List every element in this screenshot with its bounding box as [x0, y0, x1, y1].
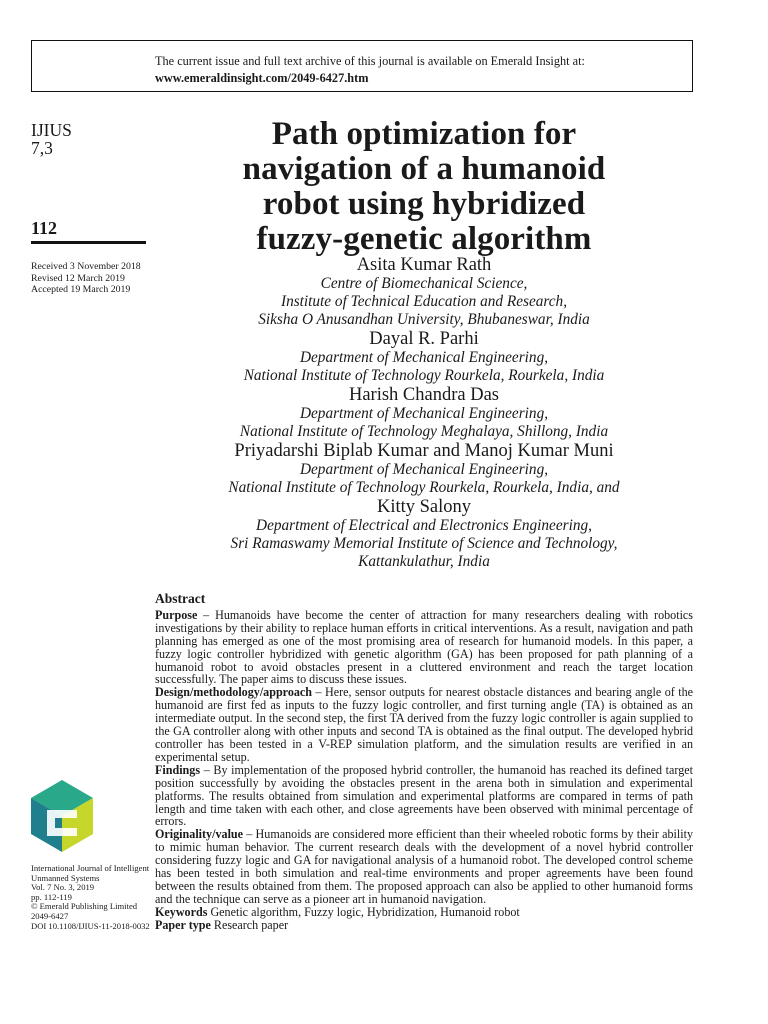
accepted-date: Accepted 19 March 2019	[31, 284, 131, 295]
affiliation-line: National Institute of Technology Rourkela, Rourkela, India, and	[228, 479, 620, 496]
paper-title	[155, 117, 693, 257]
journal-notice-box	[31, 40, 693, 92]
section-text: Genetic algorithm, Fuzzy logic, Hybridization, Humanoid robot	[210, 904, 520, 919]
abstract-purpose	[155, 609, 693, 686]
page-number: 112	[31, 218, 58, 238]
section-text: Humanoids have become the center of attraction for many researchers dealing with robotics investigations by their ability to replace human efforts in critical interventions. As a result, navigation and path planning has emerged as one of the most promising area of research for humanoid models. In this paper, a fuzzy logic controller hybridized with genetic algorithm (GA) has been proposed for path planning of a humanoid robot to avoid obstacles present in a cluttered environment and reach the target location successfully. The paper aims to discuss these issues.	[155, 607, 694, 687]
section-separator: –	[200, 762, 214, 777]
author-name: Harish Chandra Das	[348, 385, 499, 405]
abstract-design	[155, 686, 693, 763]
affiliation-line: Centre of Biomechanical Science,	[320, 275, 528, 292]
section-separator: –	[243, 827, 256, 842]
journal-id	[31, 121, 151, 157]
journal-notice-text: The current issue and full text archive of this journal is available on Emerald Insight at:	[155, 54, 585, 68]
author-name: Kitty Salony	[376, 497, 472, 517]
section-label: Keywords	[155, 904, 208, 919]
section-text: Humanoids are considered more efficient than their wheeled robotic forms by their ability to mimic human behavior. The current research deals with the development of a novel hybrid controller considering fuzzy logic and GA for navigational analysis of a humanoid robot. The developed control scheme has been tested in both simulation and real-time environments and proper agreements have been found between the results obtained from them. The proposed approach can also be applied to other humanoid forms and the technique can serve as a pioneer art in humanoid navigation.	[155, 827, 694, 906]
section-text: By implementation of the proposed hybrid controller, the humanoid has reached its defined target position successfully by avoiding the obstacles present in the arena both in simulation and experimental platforms. The results obtained from simulation and experimental platforms are compared in terms of path length and time taken with each other, and close agreements have been observed with minimal percentage of errors.	[155, 762, 693, 829]
section-text: Here, sensor outputs for nearest obstacle distances and bearing angle of the humanoid are first fed as inputs to the fuzzy logic controller, and first turning angle (TA) is obtained as an intermediate output. In the second step, the first TA derived from the fuzzy logic controller is again supplied to the GA controller along with other inputs and second TA is obtained as the final output. The developed hybrid controller has been tested in a V-REP simulation platform, and the simulation results are verified in an experimental setup.	[155, 685, 694, 764]
pub-pages: pp. 112-119	[31, 891, 72, 902]
section-label: Findings	[155, 762, 201, 777]
affiliation-line: Department of Mechanical Engineering,	[299, 349, 549, 366]
pub-journal-name-2: Unmanned Systems	[31, 872, 100, 883]
affiliation-line: Institute of Technical Education and Research,	[280, 293, 568, 310]
title-line: fuzzy-genetic algorithm	[256, 221, 592, 257]
revised-date: Revised 12 March 2019	[31, 272, 125, 284]
submission-dates	[31, 261, 151, 296]
affiliation-line: Sri Ramaswamy Memorial Institute of Science and Technology,	[230, 535, 618, 552]
title-line: navigation of a humanoid	[242, 151, 606, 187]
affiliation-line: Department of Mechanical Engineering,	[299, 405, 549, 422]
journal-abbrev: IJIUS	[31, 120, 72, 140]
section-label: Paper type	[155, 917, 211, 932]
affiliation-line: National Institute of Technology Rourkela, Rourkela, India	[243, 367, 605, 384]
section-label: Design/methodology/approach	[155, 685, 313, 700]
affiliation-line: National Institute of Technology Meghalaya, Shillong, India	[239, 423, 609, 440]
abstract	[155, 593, 693, 932]
section-separator: –	[312, 685, 325, 700]
author-name: Asita Kumar Rath	[356, 255, 492, 275]
title-line: Path optimization for	[271, 116, 577, 152]
section-text: Research paper	[213, 917, 289, 932]
volume-issue: 7,3	[31, 138, 53, 158]
author-name: Priyadarshi Biplab Kumar and Manoj Kumar Muni	[234, 441, 614, 461]
journal-url-link[interactable]: www.emeraldinsight.com/2049-6427.htm	[155, 71, 369, 85]
section-label: Originality/value	[155, 827, 244, 842]
affiliation-line: Kattankulathur, India	[358, 553, 490, 570]
pub-journal-name: International Journal of Intelligent	[31, 863, 150, 873]
affiliation-line: Department of Mechanical Engineering,	[299, 461, 549, 478]
author-name: Dayal R. Parhi	[369, 329, 479, 349]
section-separator: –	[197, 607, 216, 622]
publication-info	[31, 864, 156, 931]
pub-doi: DOI 10.1108/IJIUS-11-2018-0032	[31, 920, 150, 931]
affiliation-line: Department of Electrical and Electronics Engineering,	[256, 517, 592, 534]
abstract-heading: Abstract	[155, 591, 206, 606]
abstract-findings	[155, 764, 693, 829]
publisher-logo-icon	[31, 780, 93, 852]
pub-volume: Vol. 7 No. 3, 2019	[31, 882, 95, 893]
abstract-originality	[155, 828, 693, 905]
author-list	[155, 255, 693, 571]
abstract-paper-type	[155, 919, 693, 932]
page-number-rule	[31, 241, 146, 244]
pub-issn: 2049-6427	[31, 910, 69, 921]
title-line: robot using hybridized	[262, 186, 586, 222]
pub-copyright: © Emerald Publishing Limited	[31, 901, 138, 912]
affiliation-line: Siksha O Anusandhan University, Bhubaneswar, India	[258, 311, 590, 328]
received-date: Received 3 November 2018	[31, 261, 141, 272]
section-label: Purpose	[155, 607, 198, 622]
